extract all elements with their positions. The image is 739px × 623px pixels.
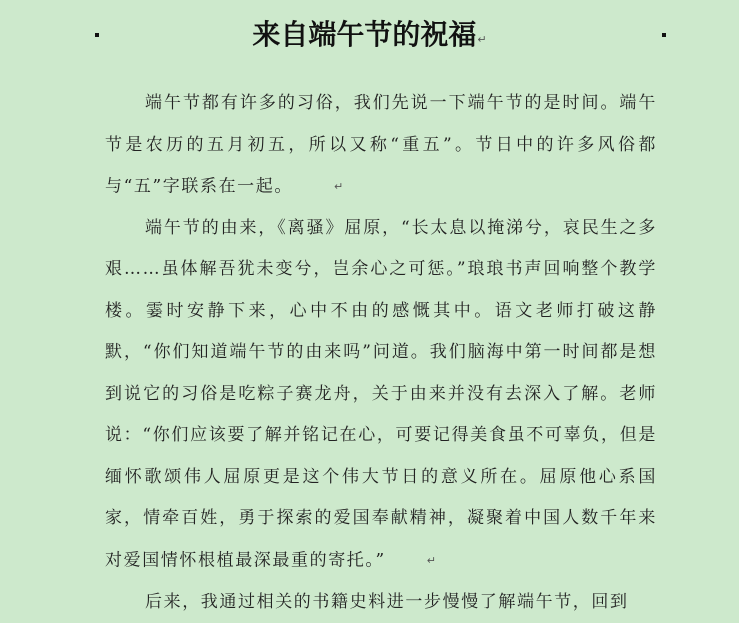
paragraph[interactable] xyxy=(105,83,657,208)
paragraph-mark-icon: ↵ xyxy=(477,33,486,46)
paragraph[interactable] xyxy=(105,208,657,582)
title-line xyxy=(0,15,739,55)
paragraph-text: 后来，我通过相关的书籍史料进一步慢慢了解端午节，回到 xyxy=(145,592,629,612)
document-body[interactable] xyxy=(105,83,657,623)
paragraph-text: 端午节都有许多的习俗，我们先说一下端午节的是时间。端午节是农历的五月初五，所以又称“重五”。节日中的许多风俗都与“五”字联系在一起。 xyxy=(105,93,657,196)
document-title[interactable]: 来自端午节的祝福 xyxy=(252,15,476,55)
paragraph-mark-icon: ↵ xyxy=(294,166,345,208)
paragraph-text: 端午节的由来，《离骚》屈原，“长太息以掩涕兮，哀民生之多艰……虽体解吾犹未变兮，岂余心之可惩。”琅琅书声回响整个教学楼。霎时安静下来，心中不由的感慨其中。语文老师打破这静默，“你们知道端午节的由来吗”问道。我们脑海中第一时间都是想到说它的习俗是吃粽子赛龙舟，关于由来并没有去深入了解。老师说：“你们应该要了解并铭记在心，可要记得美食虽不可辜负，但是缅怀歌颂伟人屈原更是这个伟大节日的意义所在。屈原他心系国家，情牵百姓，勇于探索的爱国奉献精神，凝聚着中国人数千年来对爱国情怀根植最深最重的寄托。” xyxy=(105,218,657,570)
paragraph-mark-icon: ↵ xyxy=(387,540,438,582)
paragraph[interactable] xyxy=(105,582,657,623)
